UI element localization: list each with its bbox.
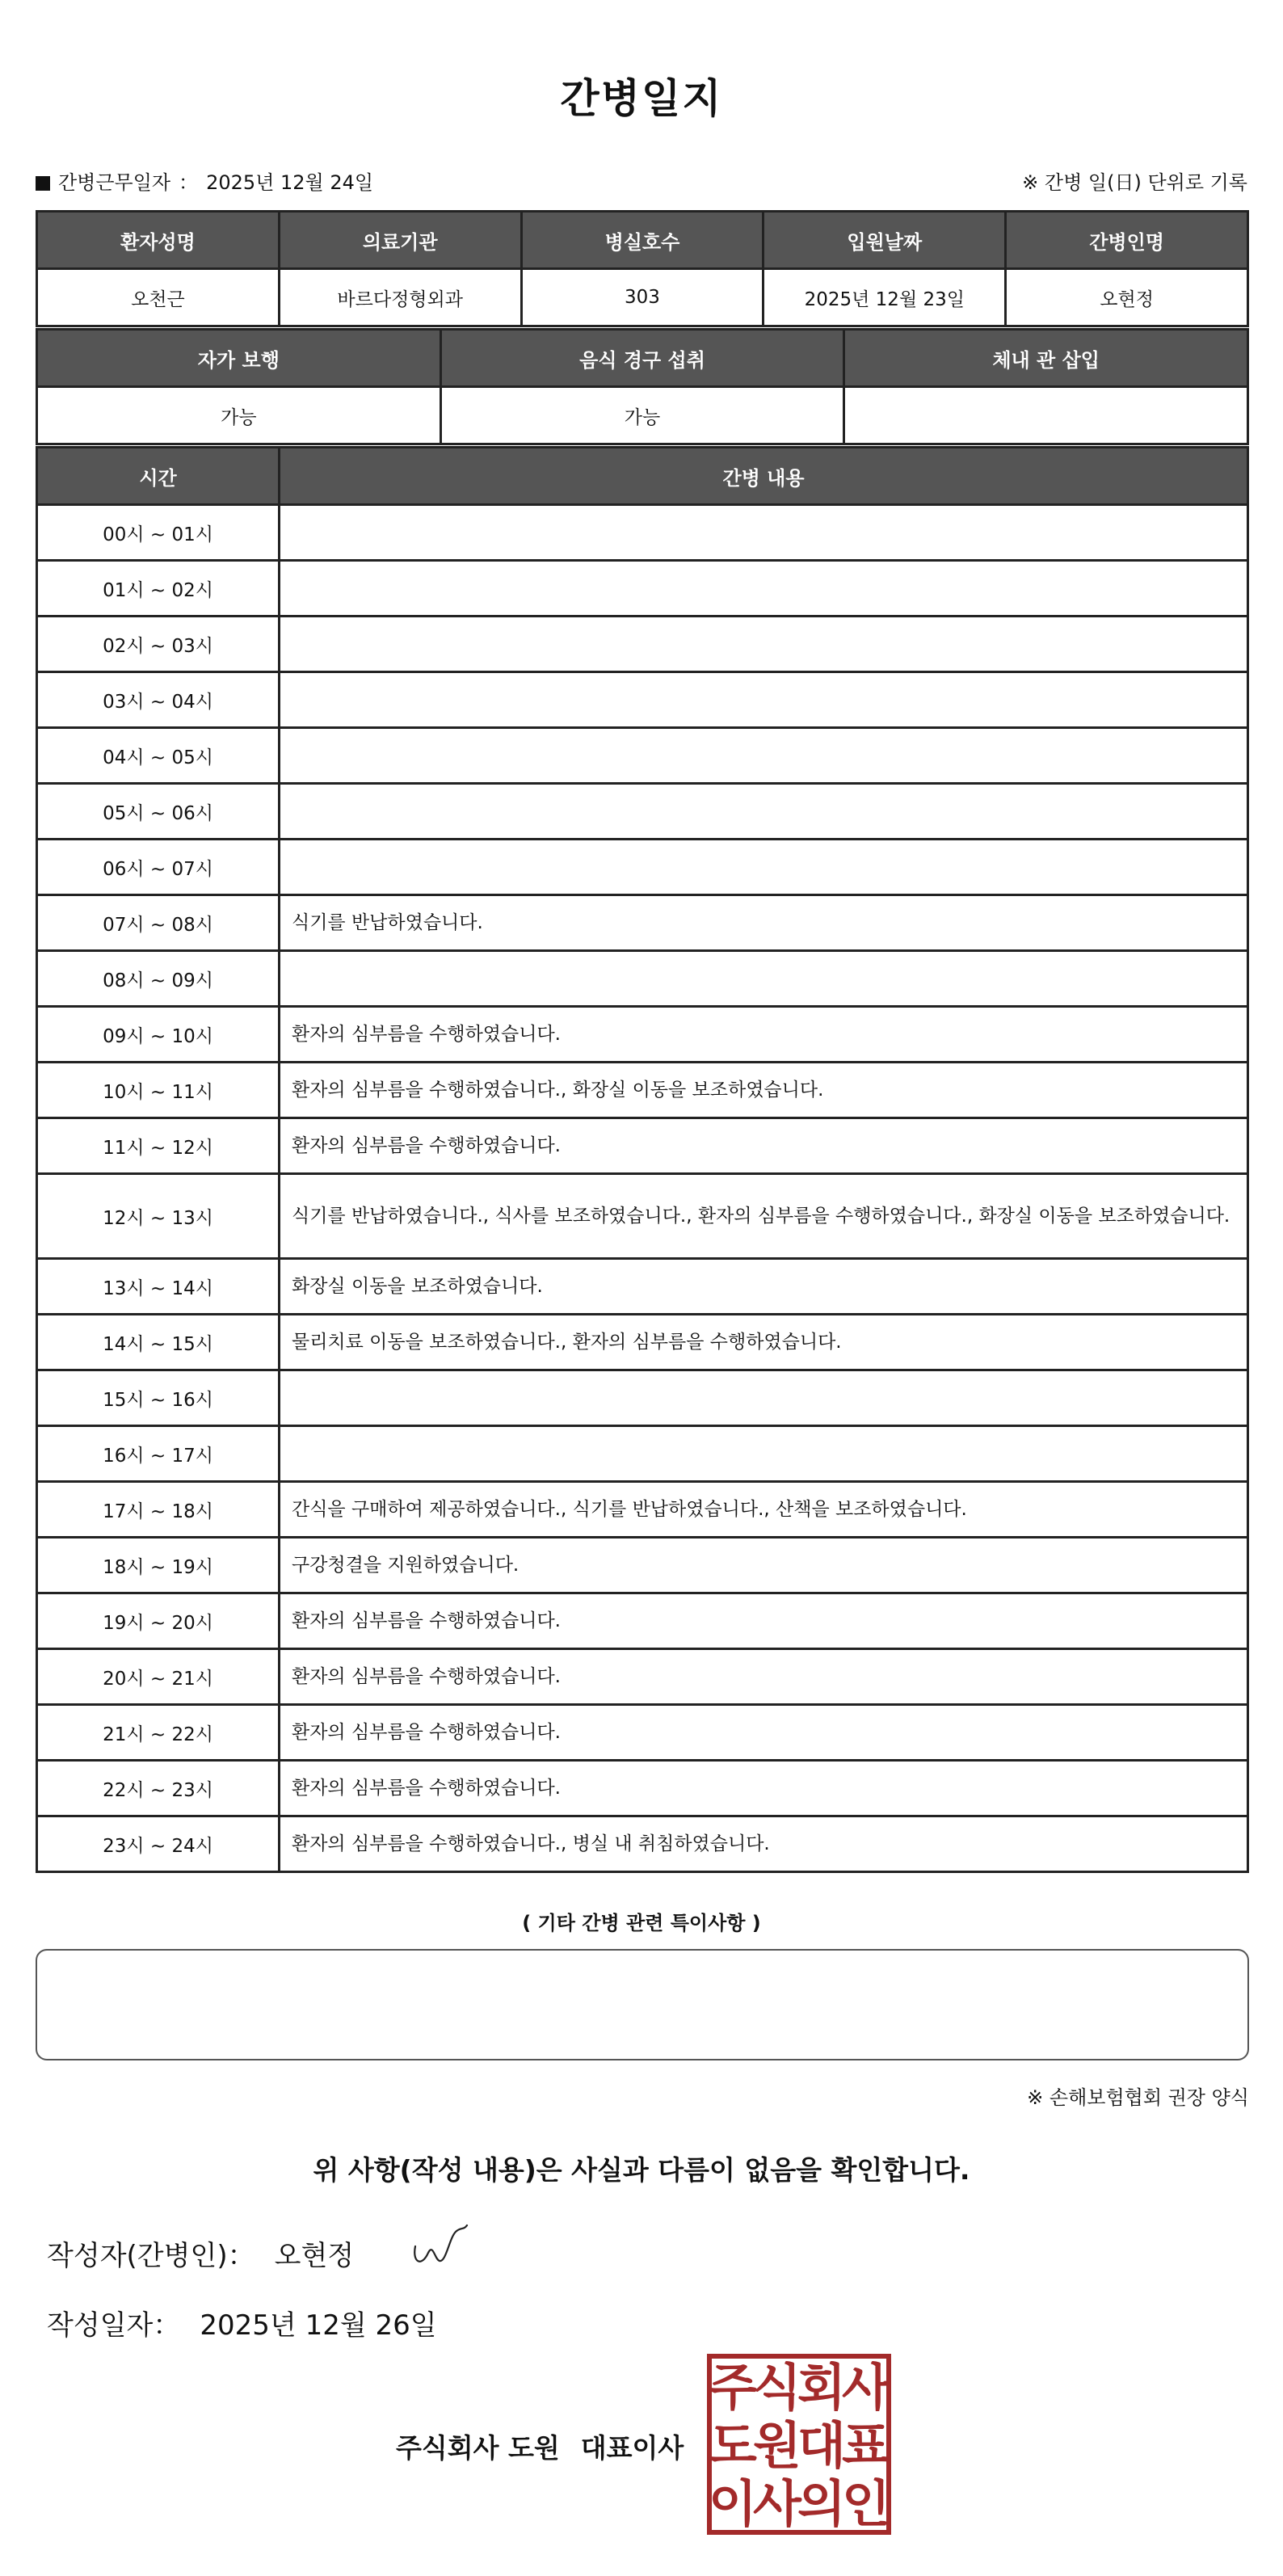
log-time: 02시 ~ 03시: [37, 617, 280, 672]
log-content: 환자의 심부름을 수행하였습니다., 화장실 이동을 보조하였습니다.: [280, 1063, 1248, 1118]
notes-box: [36, 1949, 1249, 2060]
log-time: 07시 ~ 08시: [37, 895, 280, 951]
svg-text:대: 대: [797, 2416, 846, 2475]
company-line: [396, 2427, 684, 2465]
svg-text:표: 표: [842, 2416, 890, 2475]
header-oral-intake: 음식 경구 섭취: [440, 330, 844, 387]
room-number: 303: [521, 269, 763, 326]
svg-text:주: 주: [709, 2358, 757, 2417]
author-line: [47, 2233, 354, 2273]
svg-text:원: 원: [753, 2416, 801, 2475]
log-content: 간식을 구매하여 제공하였습니다., 식기를 반납하였습니다., 산책을 보조하였습니다.: [280, 1482, 1248, 1538]
log-row: [37, 672, 1248, 728]
log-row: [37, 1538, 1248, 1593]
work-date-label: 간병근무일자: [58, 170, 171, 194]
patient-status-table: [36, 328, 1249, 445]
svg-text:회: 회: [797, 2358, 846, 2417]
log-content: 식기를 반납하였습니다.: [280, 895, 1248, 951]
date-value: 2025년 12월 26일: [200, 2309, 437, 2342]
square-bullet-icon: [36, 176, 50, 191]
log-time: 20시 ~ 21시: [37, 1649, 280, 1705]
log-content: 화장실 이동을 보조하였습니다.: [280, 1259, 1248, 1315]
log-header-row: [37, 448, 1248, 505]
log-content: [280, 951, 1248, 1007]
log-row: [37, 1063, 1248, 1118]
log-content: [280, 1370, 1248, 1426]
status-value-row: [37, 387, 1248, 444]
log-time: 14시 ~ 15시: [37, 1315, 280, 1370]
header-walking: 자가 보행: [37, 330, 441, 387]
status-header-row: [37, 330, 1248, 387]
header-admission-date: 입원날짜: [763, 212, 1006, 269]
patient-info-header-row: [37, 212, 1248, 269]
log-content: 물리치료 이동을 보조하였습니다., 환자의 심부름을 수행하였습니다.: [280, 1315, 1248, 1370]
caregiver-name: 오현정: [1006, 269, 1248, 326]
log-row: [37, 1426, 1248, 1482]
log-content: [280, 561, 1248, 617]
log-content: 환자의 심부름을 수행하였습니다.: [280, 1593, 1248, 1649]
patient-info-table: [36, 210, 1249, 327]
log-time: 23시 ~ 24시: [37, 1816, 280, 1872]
log-content: 환자의 심부름을 수행하였습니다.: [280, 1007, 1248, 1063]
log-time: 03시 ~ 04시: [37, 672, 280, 728]
log-row: [37, 1482, 1248, 1538]
log-row: [37, 561, 1248, 617]
daily-note: ※ 간병 일(日) 단위로 기록: [1022, 170, 1247, 194]
log-content: 환자의 심부름을 수행하였습니다.: [280, 1649, 1248, 1705]
svg-text:사: 사: [753, 2474, 801, 2533]
log-row: [37, 1593, 1248, 1649]
log-content: 구강청결을 지원하였습니다.: [280, 1538, 1248, 1593]
header-patient-name: 환자성명: [37, 212, 280, 269]
notes-heading: ( 기타 간병 관련 특이사항 ): [522, 1912, 761, 1934]
log-time: 09시 ~ 10시: [37, 1007, 280, 1063]
log-time: 05시 ~ 06시: [37, 784, 280, 840]
header-caregiver: 간병인명: [1006, 212, 1248, 269]
page-title: 간병일지: [560, 75, 723, 122]
log-content: 환자의 심부름을 수행하였습니다.: [280, 1118, 1248, 1174]
log-row: [37, 1705, 1248, 1761]
author-label: 작성자(간병인)：: [47, 2240, 255, 2272]
meta-row: [36, 166, 1247, 195]
log-content: [280, 672, 1248, 728]
log-row: [37, 1007, 1248, 1063]
oral-intake-status: 가능: [440, 387, 844, 444]
header-content: 간병 내용: [280, 448, 1248, 505]
log-content: 식기를 반납하였습니다., 식사를 보조하였습니다., 환자의 심부름을 수행하였습니다., 화장실 이동을 보조하였습니다.: [280, 1174, 1248, 1259]
log-time: 18시 ~ 19시: [37, 1538, 280, 1593]
log-time: 15시 ~ 16시: [37, 1370, 280, 1426]
header-hospital: 의료기관: [279, 212, 521, 269]
svg-text:사: 사: [842, 2358, 890, 2417]
log-row: [37, 784, 1248, 840]
company-seal-stamp: [706, 2353, 892, 2536]
log-row: [37, 1370, 1248, 1426]
svg-text:인: 인: [842, 2474, 890, 2533]
walking-status: 가능: [37, 387, 441, 444]
log-row: [37, 1174, 1248, 1259]
author-name: 오현정: [274, 2240, 355, 2272]
log-time: 21시 ~ 22시: [37, 1705, 280, 1761]
log-time: 04시 ~ 05시: [37, 728, 280, 784]
log-content: [280, 1426, 1248, 1482]
log-row: [37, 895, 1248, 951]
log-row: [37, 840, 1248, 895]
patient-info-value-row: [37, 269, 1248, 326]
log-time: 06시 ~ 07시: [37, 840, 280, 895]
svg-text:의: 의: [797, 2474, 846, 2533]
patient-name: 오천근: [37, 269, 280, 326]
tube-status: [844, 387, 1248, 444]
log-row: [37, 1259, 1248, 1315]
recommend-note: ※ 손해보험협회 권장 양식: [1027, 2086, 1249, 2109]
log-time: 16시 ~ 17시: [37, 1426, 280, 1482]
header-time: 시간: [37, 448, 280, 505]
log-time: 12시 ~ 13시: [37, 1174, 280, 1259]
log-time: 00시 ~ 01시: [37, 505, 280, 561]
log-row: [37, 951, 1248, 1007]
log-content: [280, 505, 1248, 561]
log-row: [37, 1315, 1248, 1370]
company-name: 주식회사 도원: [396, 2432, 560, 2464]
log-row: [37, 1649, 1248, 1705]
log-row: [37, 617, 1248, 672]
work-date-sep: ：: [179, 170, 199, 194]
work-date-value: 2025년 12월 24일: [206, 170, 374, 194]
log-content: [280, 840, 1248, 895]
log-row: [37, 505, 1248, 561]
confirm-statement: 위 사항(작성 내용)은 사실과 다름이 없음을 확인합니다.: [313, 2154, 970, 2186]
svg-text:식: 식: [753, 2358, 801, 2417]
date-label: 작성일자：: [47, 2309, 181, 2342]
admission-date: 2025년 12월 23일: [763, 269, 1006, 326]
svg-text:이: 이: [709, 2474, 757, 2533]
log-time: 11시 ~ 12시: [37, 1118, 280, 1174]
log-row: [37, 1761, 1248, 1816]
log-time: 17시 ~ 18시: [37, 1482, 280, 1538]
ceo-title: 대표이사: [580, 2432, 684, 2464]
log-content: [280, 617, 1248, 672]
date-line: [47, 2303, 437, 2342]
log-time: 13시 ~ 14시: [37, 1259, 280, 1315]
hospital-name: 바르다정형외과: [279, 269, 521, 326]
work-date: [36, 166, 381, 195]
log-content: [280, 784, 1248, 840]
log-content: [280, 728, 1248, 784]
hourly-log-table: [36, 446, 1249, 1873]
log-content: 환자의 심부름을 수행하였습니다., 병실 내 취침하였습니다.: [280, 1816, 1248, 1872]
log-content: 환자의 심부름을 수행하였습니다.: [280, 1705, 1248, 1761]
header-room: 병실호수: [521, 212, 763, 269]
log-time: 22시 ~ 23시: [37, 1761, 280, 1816]
header-tube: 체내 관 삽입: [844, 330, 1248, 387]
log-row: [37, 1118, 1248, 1174]
log-row: [37, 1816, 1248, 1872]
log-row: [37, 728, 1248, 784]
signature-image: [410, 2214, 473, 2271]
svg-text:도: 도: [709, 2416, 757, 2475]
log-time: 08시 ~ 09시: [37, 951, 280, 1007]
log-content: 환자의 심부름을 수행하였습니다.: [280, 1761, 1248, 1816]
log-time: 10시 ~ 11시: [37, 1063, 280, 1118]
log-time: 01시 ~ 02시: [37, 561, 280, 617]
log-time: 19시 ~ 20시: [37, 1593, 280, 1649]
